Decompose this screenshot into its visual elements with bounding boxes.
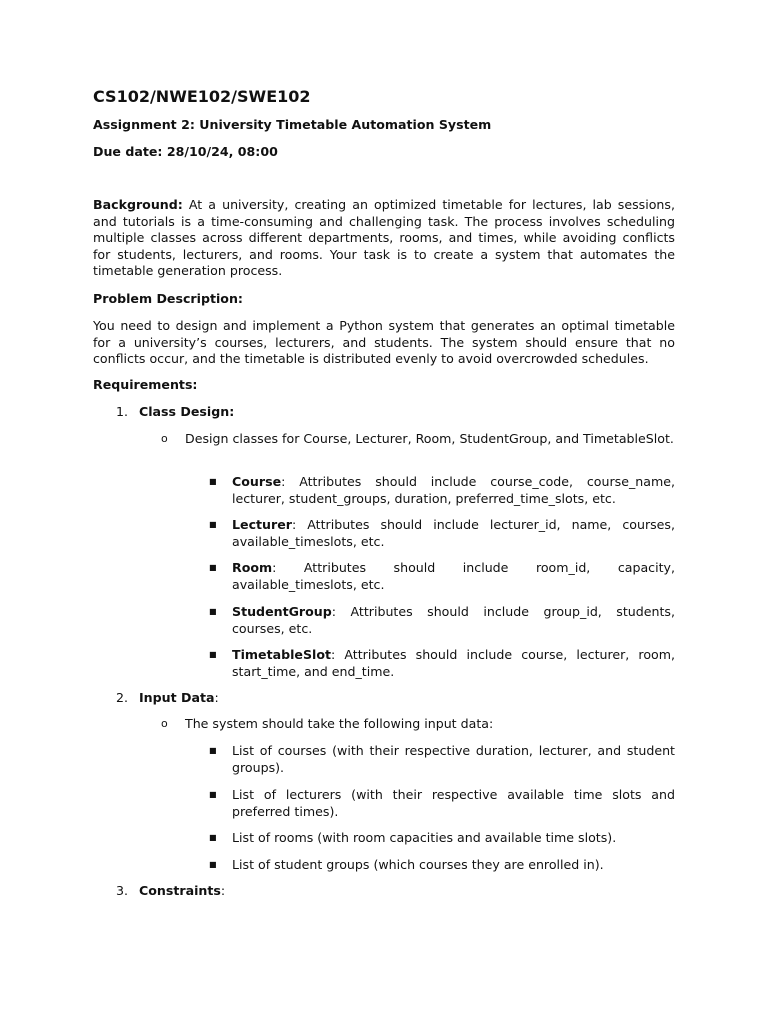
bullet-rooms-list: List of rooms (with room capacities and available time slots). xyxy=(232,830,617,845)
bullet-course: Course: Attributes should include course_code, course_name, lecturer, student_groups, duration, preferred_time_slots, etc. xyxy=(232,474,675,506)
circle-bullet-icon: o xyxy=(161,717,168,730)
bullet-lecturer: Lecturer: Attributes should include lecturer_id, name, courses, available_timeslots, etc. xyxy=(232,517,675,549)
bullet-studentgroup: StudentGroup: Attributes should include group_id, students, courses, etc. xyxy=(232,604,675,636)
square-bullet-icon: ■ xyxy=(209,607,217,616)
assignment-title: Assignment 2: University Timetable Automation System xyxy=(93,117,492,132)
square-bullet-icon: ■ xyxy=(209,650,217,659)
square-bullet-icon: ■ xyxy=(209,833,217,842)
square-bullet-icon: ■ xyxy=(209,520,217,529)
bullet-student-groups-list: List of student groups (which courses they are enrolled in). xyxy=(232,857,604,872)
item-number: 1. xyxy=(116,404,129,419)
background-paragraph xyxy=(93,197,675,280)
background-label: Background: xyxy=(93,197,183,212)
item-input-data: Input Data: xyxy=(139,690,219,705)
class-design-text: Design classes for Course, Lecturer, Room, StudentGroup, and TimetableSlot. xyxy=(185,431,674,446)
problem-text: You need to design and implement a Python system that generates an optimal timetable for a university’s courses, lecturers, and students. The system should ensure that no conflicts occur, and the timetable is distributed evenly to avoid overcrowded schedules. xyxy=(93,318,675,366)
course-codes-title: CS102/NWE102/SWE102 xyxy=(93,87,311,106)
bullet-lecturers-list: List of lecturers (with their respective available time slots and preferred times). xyxy=(232,787,675,819)
problem-heading: Problem Description: xyxy=(93,291,243,306)
square-bullet-icon: ■ xyxy=(209,563,217,572)
requirements-heading: Requirements: xyxy=(93,377,198,392)
bullet-room: Room: Attributes should include room_id, capacity, available_timeslots, etc. xyxy=(232,560,675,592)
square-bullet-icon: ■ xyxy=(209,790,217,799)
item-constraints: Constraints: xyxy=(139,883,226,898)
item-number: 3. xyxy=(116,883,129,898)
item-number: 2. xyxy=(116,690,129,705)
square-bullet-icon: ■ xyxy=(209,860,217,869)
circle-bullet-icon: o xyxy=(161,432,168,445)
bullet-timetableslot: TimetableSlot: Attributes should include course, lecturer, room, start_time, and end_time. xyxy=(232,647,675,679)
background-text: At a university, creating an optimized timetable for lectures, lab sessions, and tutorials is a time-consuming and challenging task. The process involves scheduling multiple classes across different departments, rooms, and times, while avoiding conflicts for students, lecturers, and rooms. Your task is to create a system that automates the timetable generation process. xyxy=(93,197,675,278)
item-class-design: Class Design: xyxy=(139,404,235,419)
due-date: Due date: 28/10/24, 08:00 xyxy=(93,144,278,159)
square-bullet-icon: ■ xyxy=(209,746,217,755)
bullet-courses-list: List of courses (with their respective duration, lecturer, and student groups). xyxy=(232,743,675,775)
input-data-text: The system should take the following input data: xyxy=(185,716,494,731)
square-bullet-icon: ■ xyxy=(209,477,217,486)
